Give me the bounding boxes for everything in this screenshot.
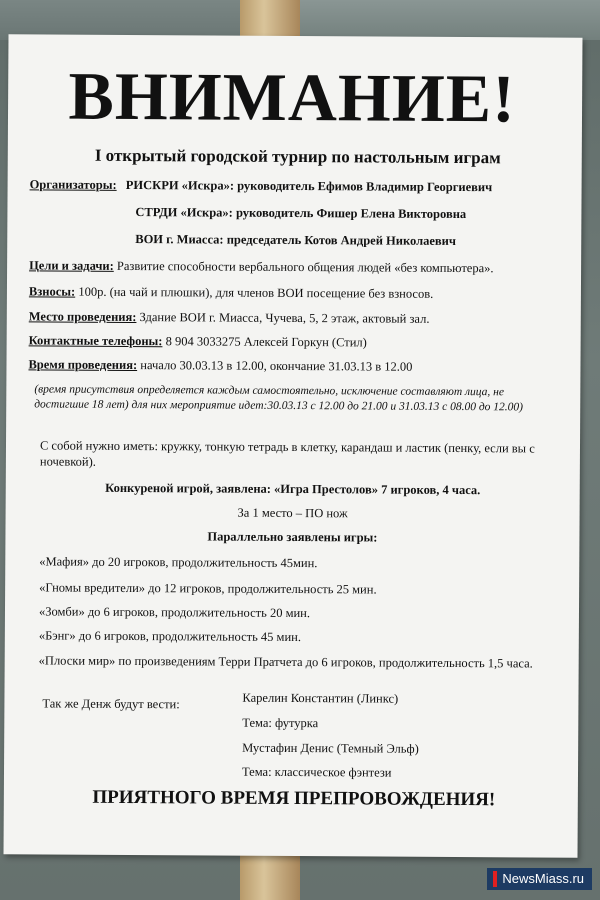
site-watermark — [487, 868, 592, 890]
window-glass-right — [300, 0, 600, 40]
poster-sheet — [4, 34, 583, 857]
prize-text: За 1 место – ПО нож — [237, 505, 348, 521]
phones-text: 8 904 3033275 Алексей Горкун (Стил) — [165, 334, 367, 350]
wooden-frame-bottom — [240, 850, 300, 900]
goals-text: Развитие способности вербального общения людей «без компьютера». — [116, 258, 494, 276]
contest-text: Конкуреной игрой, заявлена: «Игра Престолов» 7 игроков, 4 часа. — [105, 480, 481, 498]
wooden-frame-top — [240, 0, 300, 40]
poster-title: ВНИМАНИЕ! — [68, 57, 516, 137]
host-line: Мустафин Денис (Темный Эльф) — [242, 740, 419, 756]
organizers-label: Организаторы: — [29, 177, 117, 192]
venue-text: Здание ВОИ г. Миасса, Чучева, 5, 2 этаж, актовый зал. — [139, 310, 430, 326]
phones-label: Контактные телефоны: — [28, 333, 163, 349]
watermark-text: NewsMiass.ru — [502, 871, 584, 886]
venue-row — [29, 309, 430, 326]
host-line: Тема: классическое фэнтези — [241, 764, 392, 780]
game-item: «Бэнг» до 6 игроков, продолжительность 45 мин. — [38, 628, 302, 645]
watermark-mark-icon — [493, 871, 497, 887]
organizers-row — [30, 177, 493, 195]
denj-label: Так же Денж будут вести: — [42, 696, 180, 712]
time-row — [28, 357, 412, 374]
organizer-3: ВОИ г. Миасса: председатель Котов Андрей Николаевич — [135, 232, 456, 248]
phones-row — [29, 333, 367, 350]
poster-footer: ПРИЯТНОГО ВРЕМЯ ПРЕПРОВОЖДЕНИЯ! — [92, 786, 496, 811]
time-text: начало 30.03.13 в 12.00, окончание 31.03.13 в 12.00 — [140, 358, 413, 374]
game-item: «Зомби» до 6 игроков, продолжительность 20 мин. — [38, 604, 311, 621]
fees-row — [29, 284, 433, 301]
goals-label: Цели и задачи: — [29, 258, 114, 273]
organizer-1: РИСКРИ «Искра»: руководитель Ефимов Владимир Георгиевич — [125, 177, 493, 195]
organizer-2: СТРДИ «Искра»: руководитель Фишер Елена Викторовна — [135, 205, 467, 222]
bring-text: С собой нужно иметь: кружку, тонкую тетрадь в клетку, карандаш и ластик (пенку, если вы с ночевкой). — [39, 438, 535, 469]
venue-label: Место проведения: — [28, 309, 137, 325]
host-line: Карелин Константин (Линкс) — [242, 690, 399, 706]
time-label: Время проведения: — [28, 357, 138, 373]
game-item: «Плоски мир» по произведениям Терри Пратчета до 6 игроков, продолжительность 1,5 часа. — [38, 653, 533, 671]
parallel-heading: Параллельно заявлены игры: — [207, 529, 378, 545]
fees-label: Взносы: — [28, 284, 76, 299]
time-note: (время присутствия определяется каждым самостоятельно, исключение составляют лица, не достигшие 18 лет) для них мероприятие идет:30.03.13 с 12.00 до 21.00 и 31.03.13 с 08.00 до 12.00) — [34, 383, 524, 414]
host-line: Тема: футурка — [242, 715, 319, 731]
game-item: «Гномы вредители» до 12 игроков, продолжительность 25 мин. — [39, 580, 377, 597]
goals-row — [29, 258, 494, 276]
game-item: «Мафия» до 20 игроков, продолжительность 45мин. — [39, 554, 318, 571]
poster-subtitle: I открытый городской турнир по настольным играм — [94, 145, 501, 168]
fees-text: 100р. (на чай и плюшки), для членов ВОИ посещение без взносов. — [78, 284, 434, 301]
